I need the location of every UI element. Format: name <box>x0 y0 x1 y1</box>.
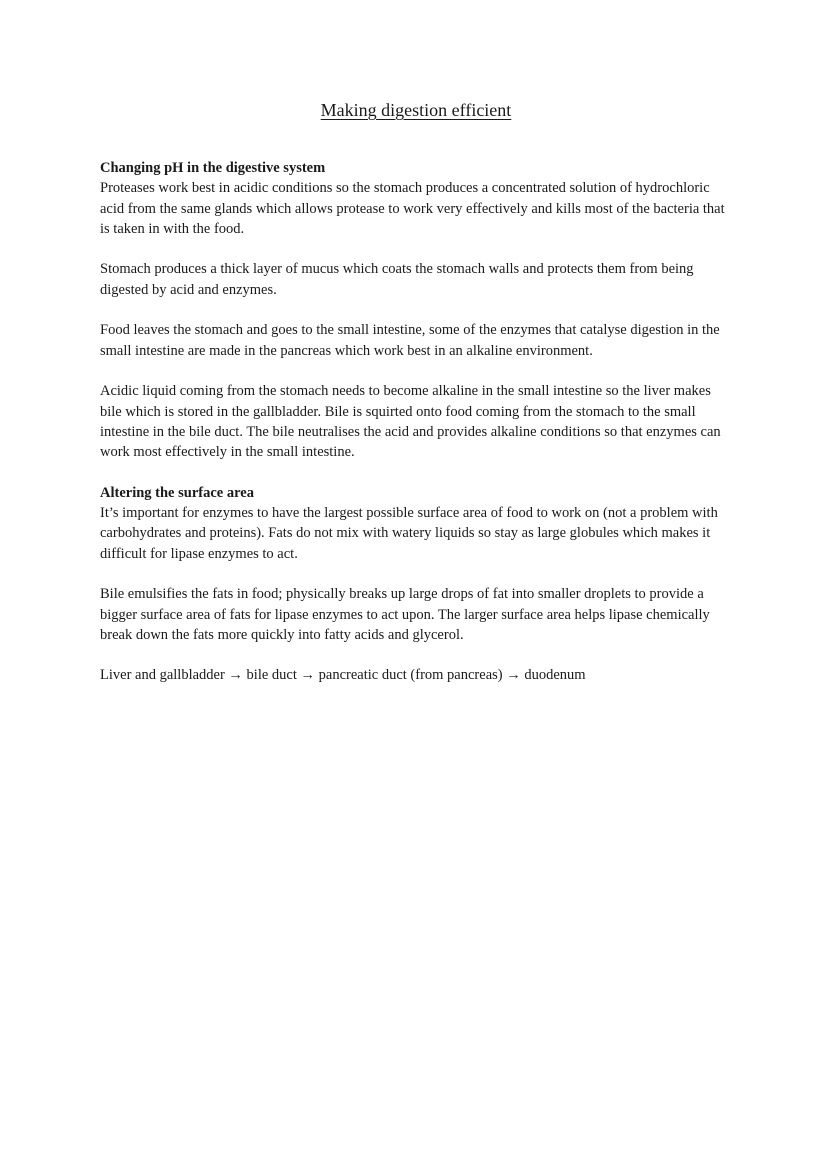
page-title: Making digestion efficient <box>320 100 512 120</box>
paragraph-bile: Acidic liquid coming from the stomach needs to become alkaline in the small intestine so the liver makes bile which is stored in the gallbladder. Bile is squirted onto food coming from the stomach to the small intestine in the bile duct. The bile neutralises the acid and provides alkaline conditions so that enzymes can work most effectively in the small intestine. <box>100 383 721 461</box>
section-heading-ph: Changing pH in the digestive system <box>100 160 326 176</box>
paragraph-mucus: Stomach produces a thick layer of mucus which coats the stomach walls and protects them from being digested by acid and enzymes. <box>100 261 694 298</box>
document-page <box>100 98 732 706</box>
paragraph-small-intestine: Food leaves the stomach and goes to the small intestine, some of the enzymes that catalyse digestion in the small intestine are made in the pancreas which work best in an alkaline environment. <box>100 322 720 359</box>
paragraph-proteases: Proteases work best in acidic conditions so the stomach produces a concentrated solution of hydrochloric acid from the same glands which allows protease to work very effectively and kills most of the bacteria that is taken in with the food. <box>100 180 725 237</box>
paragraph-pathway: Liver and gallbladder → bile duct → pancreatic duct (from pancreas) → duodenum <box>100 667 586 684</box>
section-heading-surface-area: Altering the surface area <box>100 484 254 501</box>
paragraph-emulsify: Bile emulsifies the fats in food; physically breaks up large drops of fat into smaller droplets to provide a bigger surface area of fats for lipase enzymes to act upon. The larger surface area helps lipase chemically break down the fats more quickly into fatty acids and glycerol. <box>100 586 710 643</box>
paragraph-surface-area: It’s important for enzymes to have the largest possible surface area of food to work on (not a problem with carbohydrates and proteins). Fats do not mix with watery liquids so stay as large globules which makes it difficult for lipase enzymes to act. <box>100 505 718 562</box>
